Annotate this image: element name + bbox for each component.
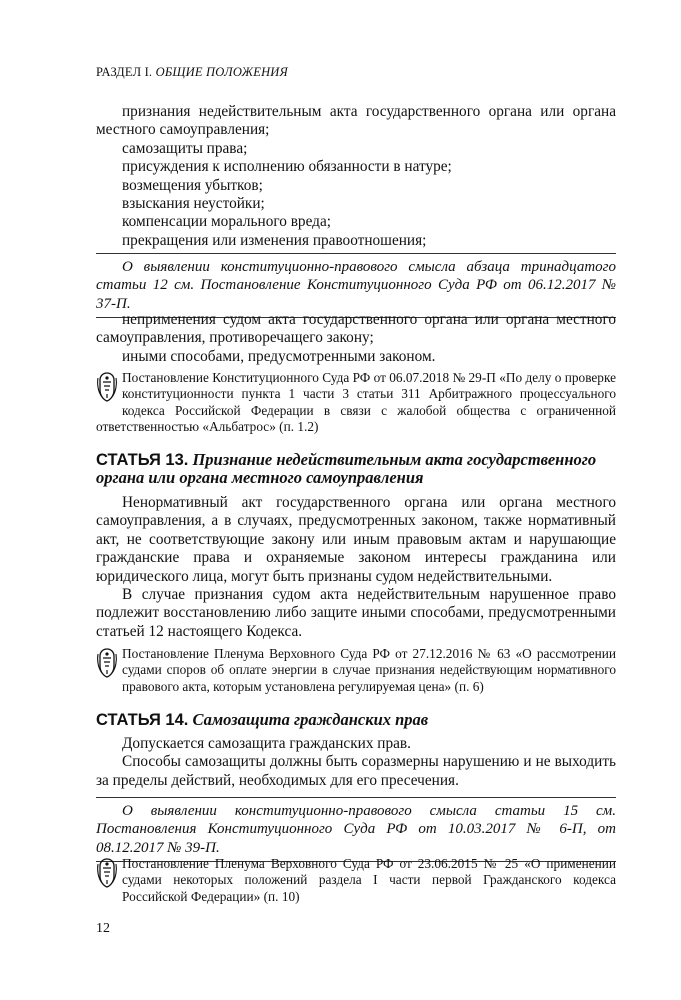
list-item: самозащиты права; bbox=[122, 139, 248, 157]
note-text: О выявлении конституционно-правового смысла статьи 15 см. Постановления Конституционного Суда РФ от 10.03.2017 № 6-П, от 08.12.2017 № 39-П. bbox=[96, 803, 616, 856]
article-number: СТАТЬЯ 13. bbox=[96, 451, 189, 469]
paragraph: Ненормативный акт государственного органа или органа местного самоуправления, а в случаях, предусмотренных законом, также нормативный акт, не соответствующие закону или иным правовым актам и нарушающие гражданские права и охраняемые законом интересы гражданина или юридического лица, могут быть признаны судом недействительными. bbox=[96, 494, 616, 585]
list-intro: признания недействительным акта государственного органа или органа местного самоуправления; bbox=[96, 103, 616, 139]
emblem-icon bbox=[96, 856, 118, 890]
list-item: компенсации морального вреда; bbox=[122, 213, 331, 231]
list-item: присуждения к исполнению обязанности в натуре; bbox=[122, 158, 452, 176]
paragraph: Допускается самозащита гражданских прав. bbox=[122, 735, 411, 752]
paragraph: Способы самозащиты должны быть соразмерны нарушению и не выходить за пределы действий, необходимых для его пресечения. bbox=[96, 753, 616, 789]
emblem-icon bbox=[96, 646, 118, 680]
article-title: Самозащита гражданских прав bbox=[192, 710, 429, 729]
list-item: взыскания неустойки; bbox=[122, 195, 265, 213]
article-13-text bbox=[96, 494, 616, 641]
list-item: прекращения или изменения правоотношения; bbox=[122, 231, 427, 249]
section-title: ОБЩИЕ ПОЛОЖЕНИЯ bbox=[155, 65, 288, 79]
running-header bbox=[96, 65, 288, 80]
list-item: иными способами, предусмотренными законом. bbox=[122, 347, 436, 365]
citation bbox=[96, 370, 616, 436]
page-number: 12 bbox=[96, 921, 110, 936]
article-14-heading bbox=[96, 711, 616, 729]
article-number: СТАТЬЯ 14. bbox=[96, 711, 189, 729]
remedies-list-continued bbox=[96, 311, 616, 366]
article-title: Признание недействительным акта государственного органа или органа местного самоуправления bbox=[96, 450, 597, 487]
section-label: РАЗДЕЛ I. bbox=[96, 65, 153, 79]
editorial-note bbox=[96, 253, 616, 318]
article-13-heading bbox=[96, 451, 616, 487]
citation-text: Постановление Конституционного Суда РФ от 06.07.2018 № 29-П «По делу о проверке конституционности пункта 1 части 3 статьи 311 Арбитражного процессуального кодекса Российской Федерации в связи с жалобой общества с ограниченной ответственностью «Альбатрос» (п. 1.2) bbox=[96, 370, 616, 435]
article-14-text bbox=[96, 735, 616, 790]
remedies-list bbox=[96, 103, 616, 250]
citation-text: Постановление Пленума Верховного Суда РФ от 23.06.2015 № 25 «О применении судами некоторых положений раздела I части первой Гражданского кодекса Российской Федерации» (п. 10) bbox=[122, 856, 616, 904]
paragraph: В случае признания судом акта недействительным нарушенное право подлежит восстановлению либо защите иными способами, предусмотренными статьей 12 настоящего Кодекса. bbox=[96, 586, 616, 640]
note-text: О выявлении конституционно-правового смысла абзаца тринадцатого статьи 12 см. Постановление Конституционного Суда РФ от 06.12.2017 № 37-П. bbox=[96, 259, 616, 312]
editorial-note bbox=[96, 797, 616, 862]
list-item: возмещения убытков; bbox=[122, 176, 263, 194]
emblem-icon bbox=[96, 370, 118, 404]
list-item: неприменения судом акта государственного органа или органа местного самоуправления, противоречащего закону; bbox=[96, 311, 616, 347]
citation-text: Постановление Пленума Верховного Суда РФ от 27.12.2016 № 63 «О рассмотрении судами споров об оплате энергии в случае признания недействующим нормативного правового акта, которым установлена регулируемая цена» (п. 6) bbox=[122, 646, 616, 694]
citation bbox=[96, 646, 616, 695]
citation bbox=[96, 856, 616, 905]
